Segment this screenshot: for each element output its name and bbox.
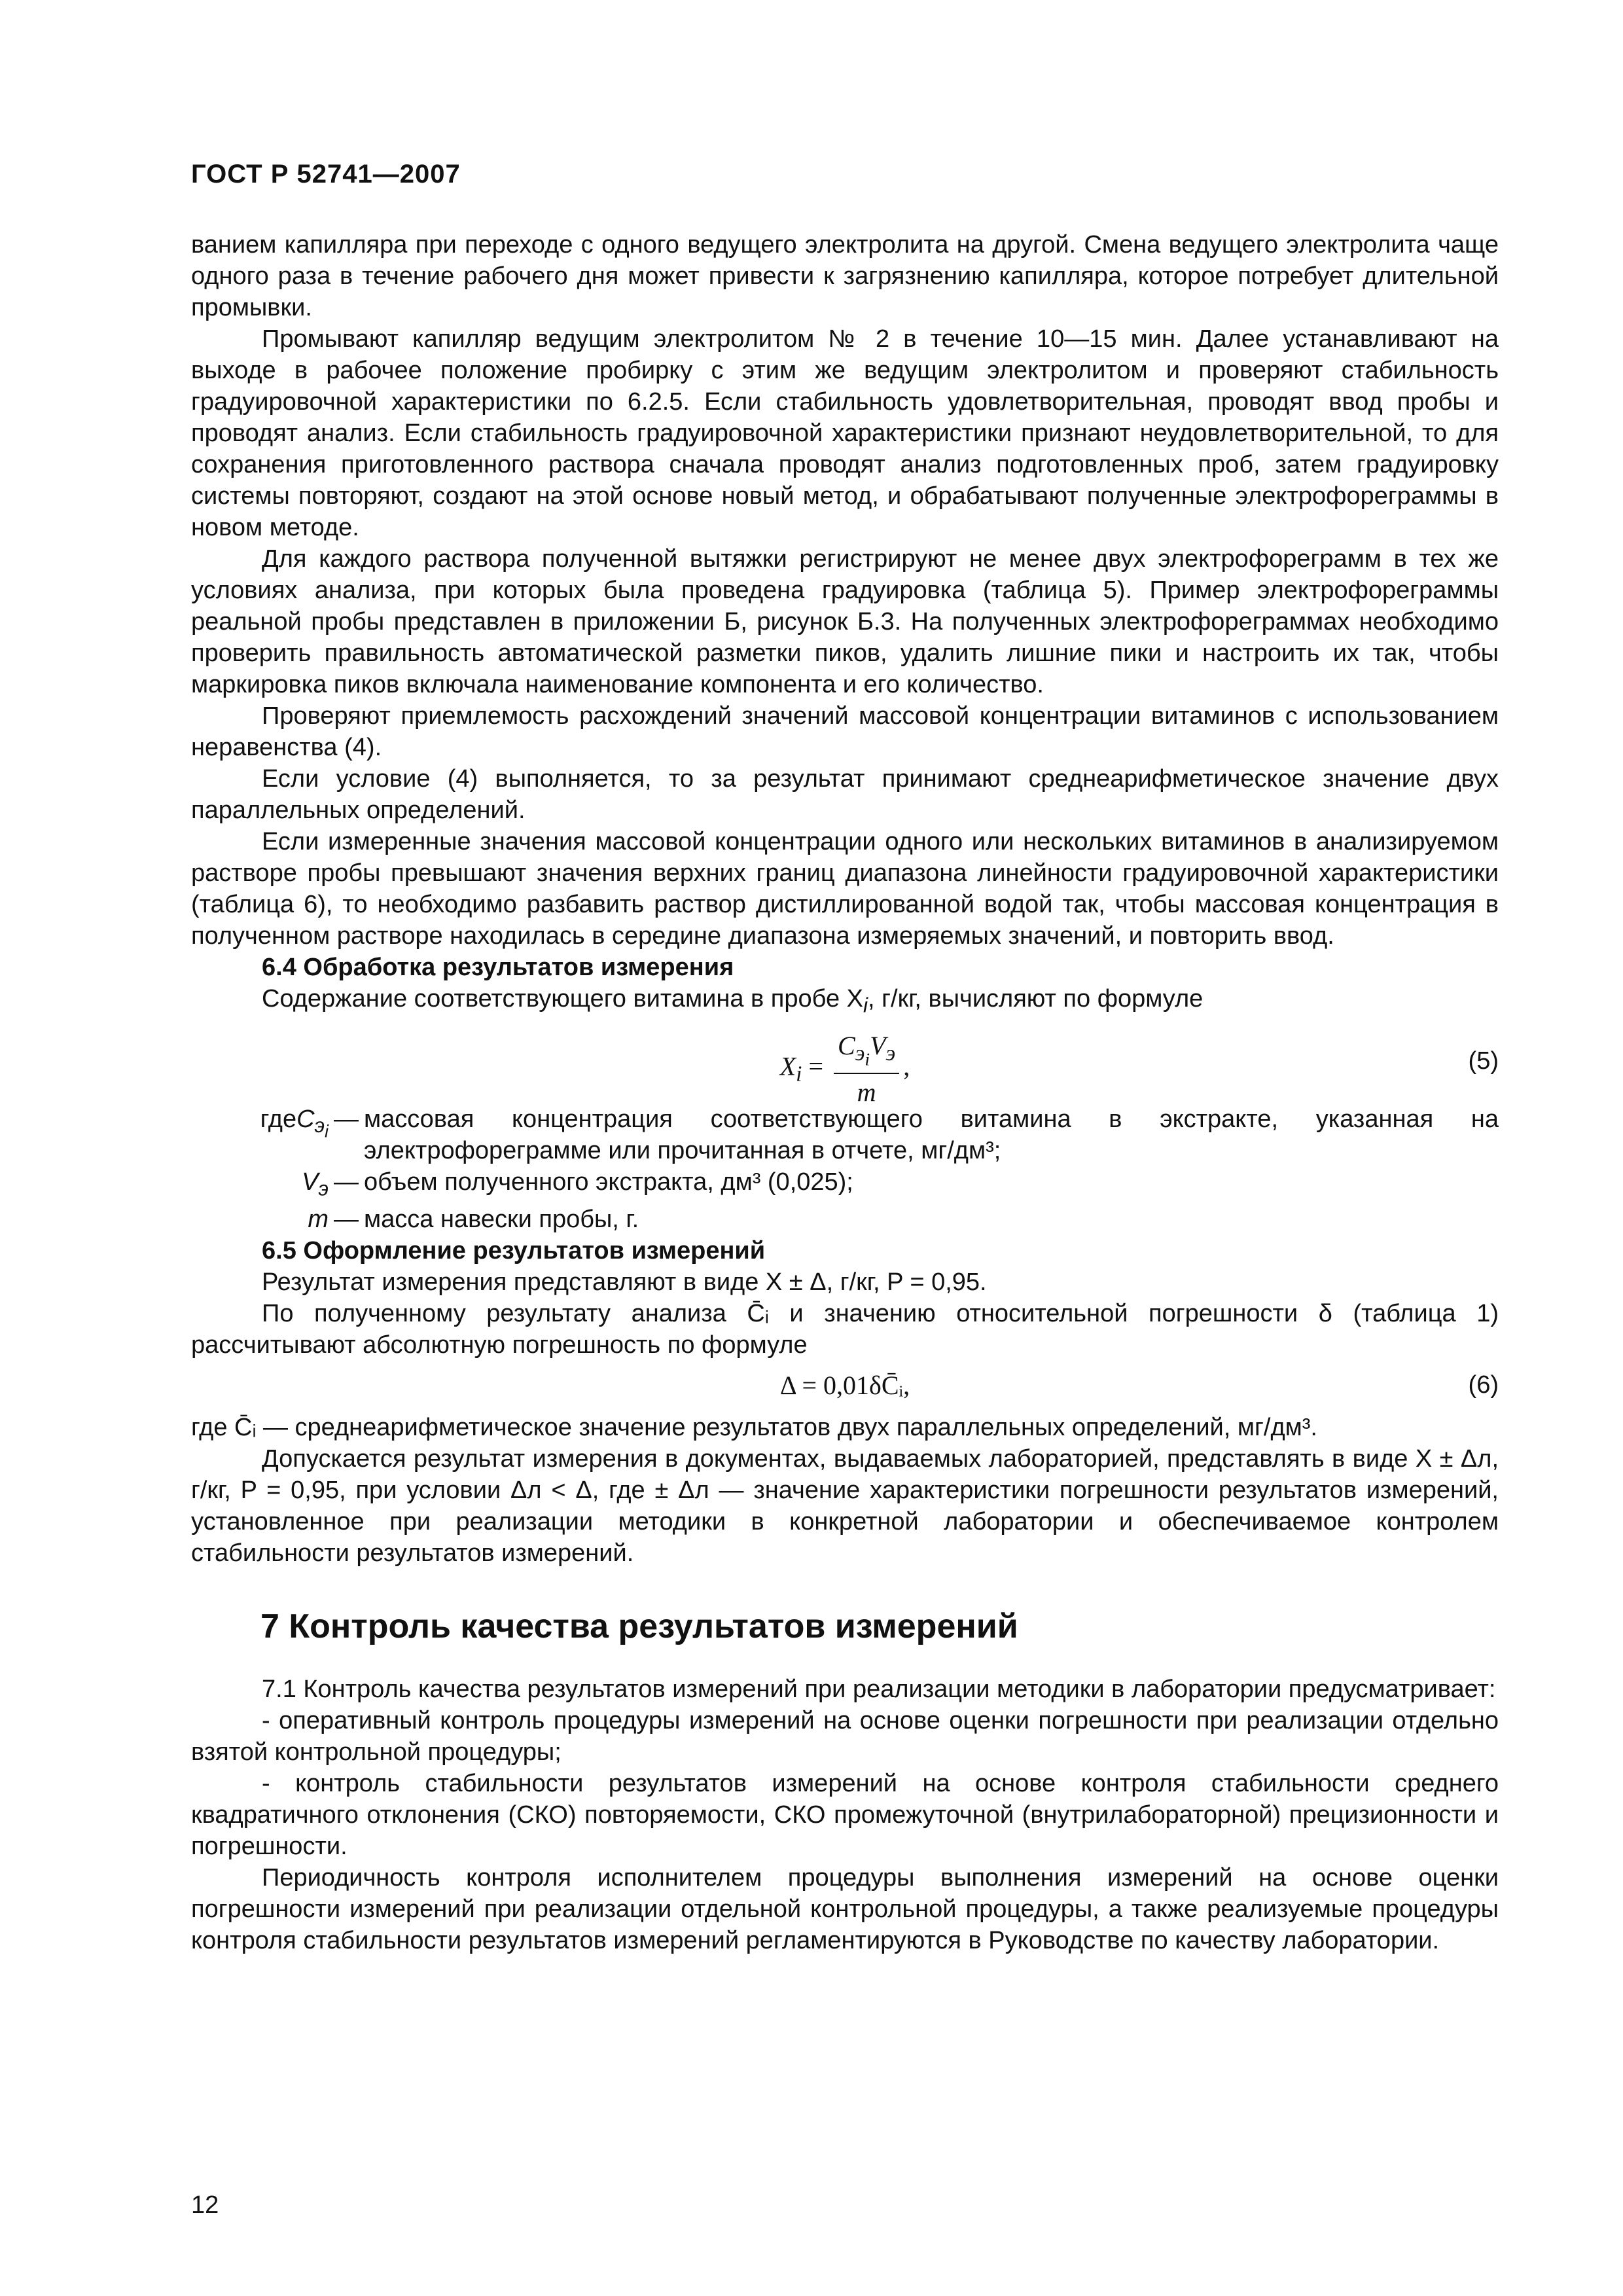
formula-5-expression: $X_i$ = $\frac{C_{э_i}V_э}{m}$ , [779,1030,910,1107]
body-text-top [191,229,1499,1956]
section-title-7: 7 Контроль качества результатов измерений [260,1607,1018,1646]
paragraph: Если условие (4) выполняется, то за результат принимают среднеарифметическое значение двух параллельных определений. [191,765,1499,824]
list-item: - контроль стабильности результатов измерений на основе контроля стабильности среднего квадратичного отклонения (СКО) повторяемости, СКО промежуточной (внутрилабораторной) прецизионности и погрешности. [191,1770,1499,1861]
legend-row: $V_э$ — объем полученного экстракта, дм³ (0,025); [191,1166,1499,1204]
formula-6-legend: где C̄ᵢ — среднеарифметическое значение результатов двух параллельных определений, мг/дм³. [191,1414,1317,1442]
paragraph: Для каждого раствора полученной вытяжки регистрируют не менее двух электрофореграмм в тех же условиях анализа, при которых была проведена градуировка (таблица 5). Пример электрофореграммы реальной пробы представлен в приложении Б, рисунок Б.3. На полученных электрофореграммах необходимо проверить правильность автоматической разметки пиков, удалить лишние пики и настроить их так, чтобы маркировка пиков включала наименование компонента и его количество. [191,545,1499,698]
paragraph: Результат измерения представляют в виде X ± Δ, г/кг, P = 0,95. [262,1268,987,1297]
paragraph: Промывают капилляр ведущим электролитом № 2 в течение 10—15 мин. Далее устанавливают на выходе в рабочее положение пробирку с этим же ведущим электролитом и проверяют стабильность градуировочной характеристики по 6.2.5. Если стабильность удовлетворительная, проводят ввод пробы и проводят анализ. Если стабильность градуировочной характеристики признают неудовлетворительной, то для сохранения приготовленного раствора сначала проводят анализ подготовленных проб, затем градуировку системы повторяют, создают на этой основе новый метод, и обрабатывают полученные электрофореграммы в новом методе. [191,325,1499,541]
paragraph: Если измеренные значения массовой концентрации одного или нескольких витаминов в анализируемом растворе пробы превышают значения верхних границ диапазона линейности градуировочной характеристики (таблица 6), то необходимо разбавить раствор дистиллированной водой так, чтобы массовая концентрация в полученном растворе находилась в середине диапазона измеряемых значений, и повторить ввод. [191,828,1499,950]
paragraph: По полученному результату анализа C̄ᵢ и значению относительной погрешности δ (таблица 1) рассчитывают абсолютную погрешность по формуле [191,1300,1499,1359]
paragraph: ванием капилляра при переходе с одного ведущего электролита на другой. Смена ведущего электролита чаще одного раза в течение рабочего дня может привести к загрязнению капилляра, которое потребует длительной промывки. [191,231,1499,321]
formula-6 [191,1361,1499,1412]
paragraph: Проверяют приемлемость расхождений значений массовой концентрации витаминов с использованием неравенства (4). [191,702,1499,761]
subsection-title-6-5: 6.5 Оформление результатов измерений [262,1237,766,1265]
legend-desc: масса навески пробы, г. [364,1206,639,1234]
document-header: ГОСТ Р 52741—2007 [191,160,461,188]
page-number: 12 [191,2191,219,2219]
paragraph-formula-intro: Содержание соответствующего витамина в пробе $X_i$, г/кг, вычисляют по формуле [262,985,1204,1017]
formula-5-legend [191,1103,1499,1236]
legend-desc: объем полученного экстракта, дм³ (0,025); [364,1168,853,1196]
legend-row: гдеC$_{э_i}$ — массовая концентрация соответствующего витамина в экстракте, указанная на электрофореграмме или прочитанная в отчете, мг/дм³; [191,1103,1499,1166]
legend-term: $V_э$ [302,1168,329,1200]
equation-number-6: (6) [1468,1371,1499,1399]
formula-6-expression: Δ = 0,01δC̄ᵢ, [779,1371,910,1401]
equation-number-5: (5) [1468,1047,1499,1075]
paragraph: Периодичность контроля исполнителем процедуры выполнения измерений на основе оценки погрешности измерений при реализации отдельной контрольной процедуры, а также реализуемые процедуры контроля стабильности результатов измерений регламентируются в Руководстве по качеству лаборатории. [191,1864,1499,1955]
legend-term: m [308,1206,329,1234]
legend-term: гдеC$_{э_i}$ [260,1105,329,1141]
formula-5 [191,1021,1499,1107]
legend-row: m — масса навески пробы, г. [191,1204,1499,1235]
subsection-title-6-4: 6.4 Обработка результатов измерения [262,954,734,981]
legend-desc: массовая концентрация соответствующего витамина в экстракте, указанная на электрофореграмме или прочитанная в отчете, мг/дм³; [364,1105,1499,1164]
list-item: - оперативный контроль процедуры измерений на основе оценки погрешности при реализации отдельно взятой контрольной процедуры; [191,1707,1499,1767]
paragraph: Допускается результат измерения в документах, выдаваемых лабораторией, представлять в виде X ± Δл, г/кг, P = 0,95, при условии Δл < Δ, где ± Δл — значение характеристики погрешности результатов измерений, установленное при реализации методики в конкретной лаборатории и обеспечиваемое контролем стабильности результатов измерений. [191,1445,1499,1568]
paragraph: 7.1 Контроль качества результатов измерений при реализации методики в лаборатории предусматривает: [262,1676,1496,1704]
